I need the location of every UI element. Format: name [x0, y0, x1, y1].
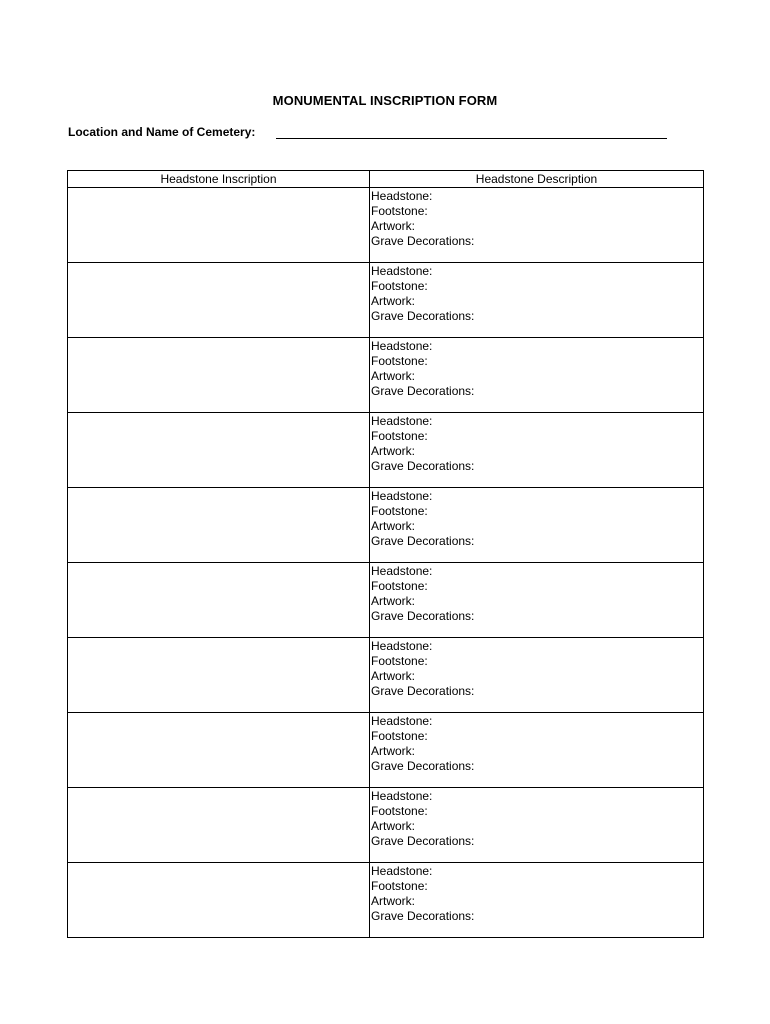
description-cell[interactable]: [370, 413, 704, 488]
table-row: [68, 788, 704, 863]
table-header-row: [68, 171, 704, 188]
description-field-grave-decorations: Grave Decorations:: [371, 234, 475, 248]
inscription-cell[interactable]: [68, 863, 370, 938]
description-field-footstone: Footstone:: [371, 579, 428, 593]
description-field-headstone: Headstone:: [371, 489, 433, 503]
table-row: [68, 863, 704, 938]
location-row: [68, 123, 668, 143]
description-field-headstone: Headstone:: [371, 414, 433, 428]
description-field-headstone: Headstone:: [371, 639, 433, 653]
description-field-headstone: Headstone:: [371, 339, 433, 353]
table-row: [68, 713, 704, 788]
description-field-footstone: Footstone:: [371, 429, 428, 443]
inscription-table: [67, 170, 704, 938]
description-field-footstone: Footstone:: [371, 729, 428, 743]
description-field-headstone: Headstone:: [371, 264, 433, 278]
description-field-grave-decorations: Grave Decorations:: [371, 759, 475, 773]
description-field-footstone: Footstone:: [371, 654, 428, 668]
description-field-grave-decorations: Grave Decorations:: [371, 609, 475, 623]
description-field-artwork: Artwork:: [371, 444, 416, 458]
description-field-headstone: Headstone:: [371, 714, 433, 728]
description-cell[interactable]: [370, 263, 704, 338]
table-row: [68, 638, 704, 713]
description-field-grave-decorations: Grave Decorations:: [371, 534, 475, 548]
description-cell[interactable]: [370, 638, 704, 713]
description-field-artwork: Artwork:: [371, 594, 416, 608]
inscription-cell[interactable]: [68, 788, 370, 863]
header-headstone-inscription: Headstone Inscription: [68, 171, 370, 188]
description-field-artwork: Artwork:: [371, 519, 416, 533]
location-label: Location and Name of Cemetery:: [68, 125, 256, 139]
inscription-cell[interactable]: [68, 563, 370, 638]
location-input-line[interactable]: [276, 138, 667, 139]
description-field-grave-decorations: Grave Decorations:: [371, 684, 475, 698]
description-field-artwork: Artwork:: [371, 669, 416, 683]
description-field-footstone: Footstone:: [371, 279, 428, 293]
inscription-cell[interactable]: [68, 188, 370, 263]
table-row: [68, 488, 704, 563]
inscription-cell[interactable]: [68, 338, 370, 413]
table-body: [68, 188, 704, 938]
description-field-headstone: Headstone:: [371, 189, 433, 203]
inscription-cell[interactable]: [68, 488, 370, 563]
table-row: [68, 338, 704, 413]
description-field-headstone: Headstone:: [371, 864, 433, 878]
description-field-footstone: Footstone:: [371, 204, 428, 218]
description-field-grave-decorations: Grave Decorations:: [371, 834, 475, 848]
table-row: [68, 188, 704, 263]
description-cell[interactable]: [370, 788, 704, 863]
description-field-grave-decorations: Grave Decorations:: [371, 909, 475, 923]
description-cell[interactable]: [370, 713, 704, 788]
description-cell[interactable]: [370, 488, 704, 563]
header-headstone-description: Headstone Description: [370, 171, 704, 188]
description-field-artwork: Artwork:: [371, 819, 416, 833]
inscription-cell[interactable]: [68, 638, 370, 713]
description-cell[interactable]: [370, 338, 704, 413]
inscription-cell[interactable]: [68, 713, 370, 788]
page-title: MONUMENTAL INSCRIPTION FORM: [272, 93, 498, 108]
description-field-artwork: Artwork:: [371, 219, 416, 233]
description-cell[interactable]: [370, 563, 704, 638]
description-field-headstone: Headstone:: [371, 789, 433, 803]
description-field-footstone: Footstone:: [371, 804, 428, 818]
description-field-grave-decorations: Grave Decorations:: [371, 384, 475, 398]
description-field-footstone: Footstone:: [371, 504, 428, 518]
description-field-grave-decorations: Grave Decorations:: [371, 309, 475, 323]
table-row: [68, 563, 704, 638]
description-field-headstone: Headstone:: [371, 564, 433, 578]
description-cell[interactable]: [370, 863, 704, 938]
description-field-artwork: Artwork:: [371, 894, 416, 908]
description-field-grave-decorations: Grave Decorations:: [371, 459, 475, 473]
description-field-footstone: Footstone:: [371, 879, 428, 893]
description-field-artwork: Artwork:: [371, 369, 416, 383]
description-cell[interactable]: [370, 188, 704, 263]
description-field-artwork: Artwork:: [371, 744, 416, 758]
table-row: [68, 413, 704, 488]
inscription-cell[interactable]: [68, 263, 370, 338]
description-field-footstone: Footstone:: [371, 354, 428, 368]
inscription-cell[interactable]: [68, 413, 370, 488]
table-row: [68, 263, 704, 338]
description-field-artwork: Artwork:: [371, 294, 416, 308]
